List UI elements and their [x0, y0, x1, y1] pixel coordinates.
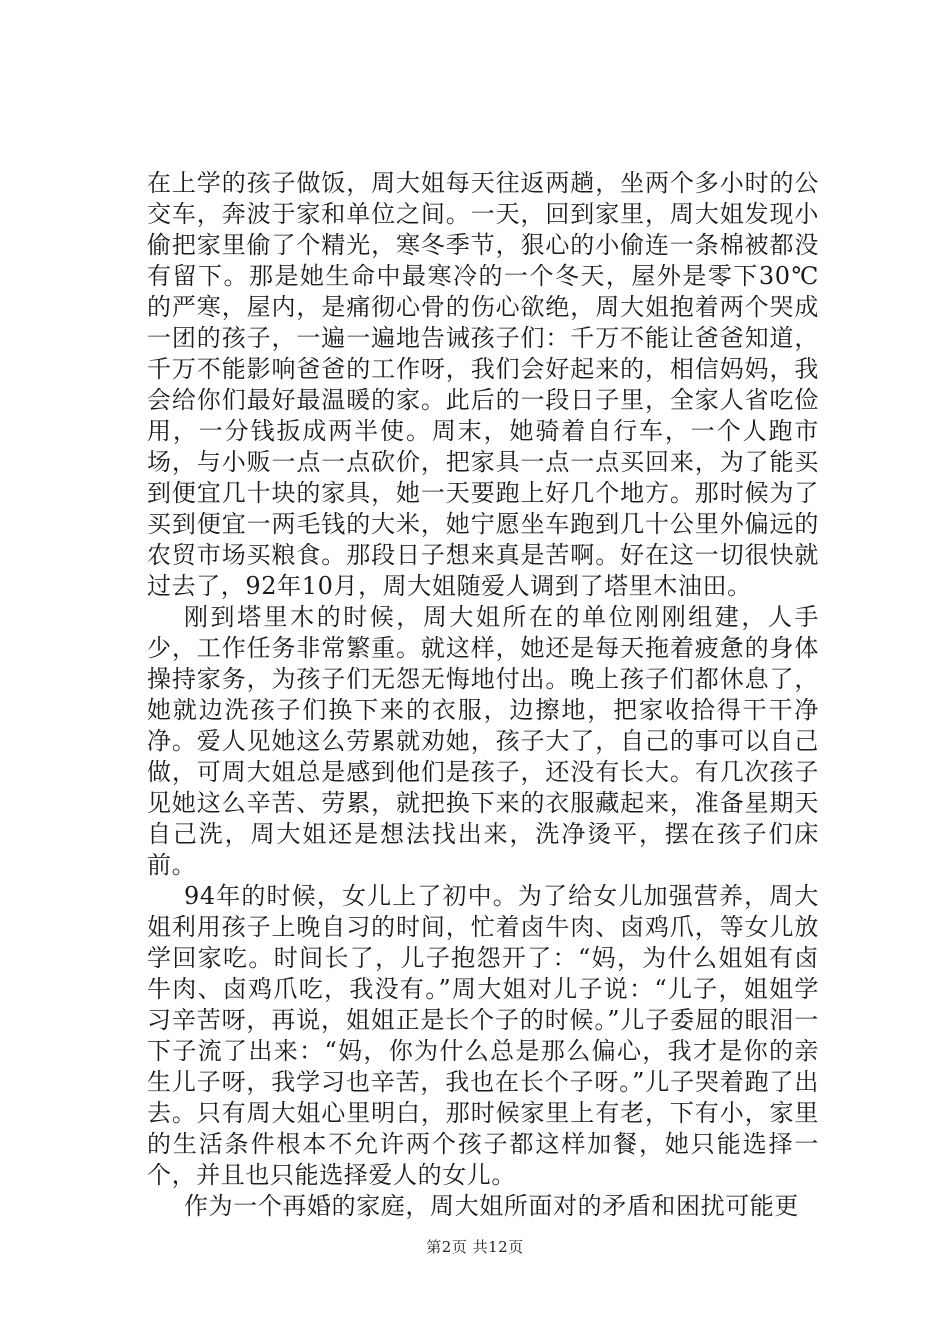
paragraph-3: 94年的时候，女儿上了初中。为了给女儿加强营养，周大姐利用孩子上晚自习的时间，忙着卤牛肉、卤鸡爪，等女儿放学回家吃。时间长了，儿子抱怨开了：“妈，为什么姐姐有卤牛肉、卤鸡爪吃，我没有。”周大姐对儿子说：“儿子，姐姐学习辛苦呀，再说，姐姐正是长个子的时候。”儿子委屈的眼泪一下子流了出来：“妈，你为什么总是那么偏心，我才是你的亲生儿子呀，我学习也辛苦，我也在长个子呀。”儿子哭着跑了出去。只有周大姐心里明白，那时候家里上有老，下有小，家里的生活条件根本不允许两个孩子都这样加餐，她只能选择一个，并且也只能选择爱人的女儿。: [147, 882, 819, 1189]
paragraph-1: 在上学的孩子做饭，周大姐每天往返两趟，坐两个多小时的公交车，奔波于家和单位之间。一天，回到家里，周大姐发现小偷把家里偷了个精光，寒冬季节，狠心的小偷连一条棉被都没有留下。那是她生命中最寒冷的一个冬天，屋外是零下30℃的严寒，屋内，是痛彻心骨的伤心欲绝，周大姐抱着两个哭成一团的孩子，一遍一遍地告诫孩子们：千万不能让爸爸知道，千万不能影响爸爸的工作呀，我们会好起来的，相信妈妈，我会给你们最好最温暖的家。此后的一段日子里，全家人省吃俭用，一分钱扳成两半使。周末，她骑着自行车，一个人跑市场，与小贩一点一点砍价，把家具一点一点买回来，为了能买到便宜几十块的家具，她一天要跑上好几个地方。那时候为了买到便宜一两毛钱的大米，她宁愿坐车跑到几十公里外偏远的农贸市场买粮食。那段日子想来真是苦啊。好在这一切很快就过去了，92年10月，周大姐随爱人调到了塔里木油田。: [147, 169, 819, 600]
page-number-footer: 第2页 共12页: [426, 1238, 524, 1256]
paragraph-4: 作为一个再婚的家庭，周大姐所面对的矛盾和困扰可能更: [184, 1192, 799, 1220]
document-body: [147, 168, 819, 1222]
paragraph-2: 刚到塔里木的时候，周大姐所在的单位刚刚组建，人手少，工作任务非常繁重。就这样，她还是每天拖着疲惫的身体操持家务，为孩子们无怨无悔地付出。晚上孩子们都休息了，她就边洗孩子们换下来的衣服，边擦地，把家收拾得干干净净。爱人见她这么劳累就劝她，孩子大了，自己的事可以自己做，可周大姐总是感到他们是孩子，还没有长大。有几次孩子见她这么辛苦、劳累，就把换下来的衣服藏起来，准备星期天自己洗，周大姐还是想法找出来，洗净烫平，摆在孩子们床前。: [147, 603, 819, 879]
